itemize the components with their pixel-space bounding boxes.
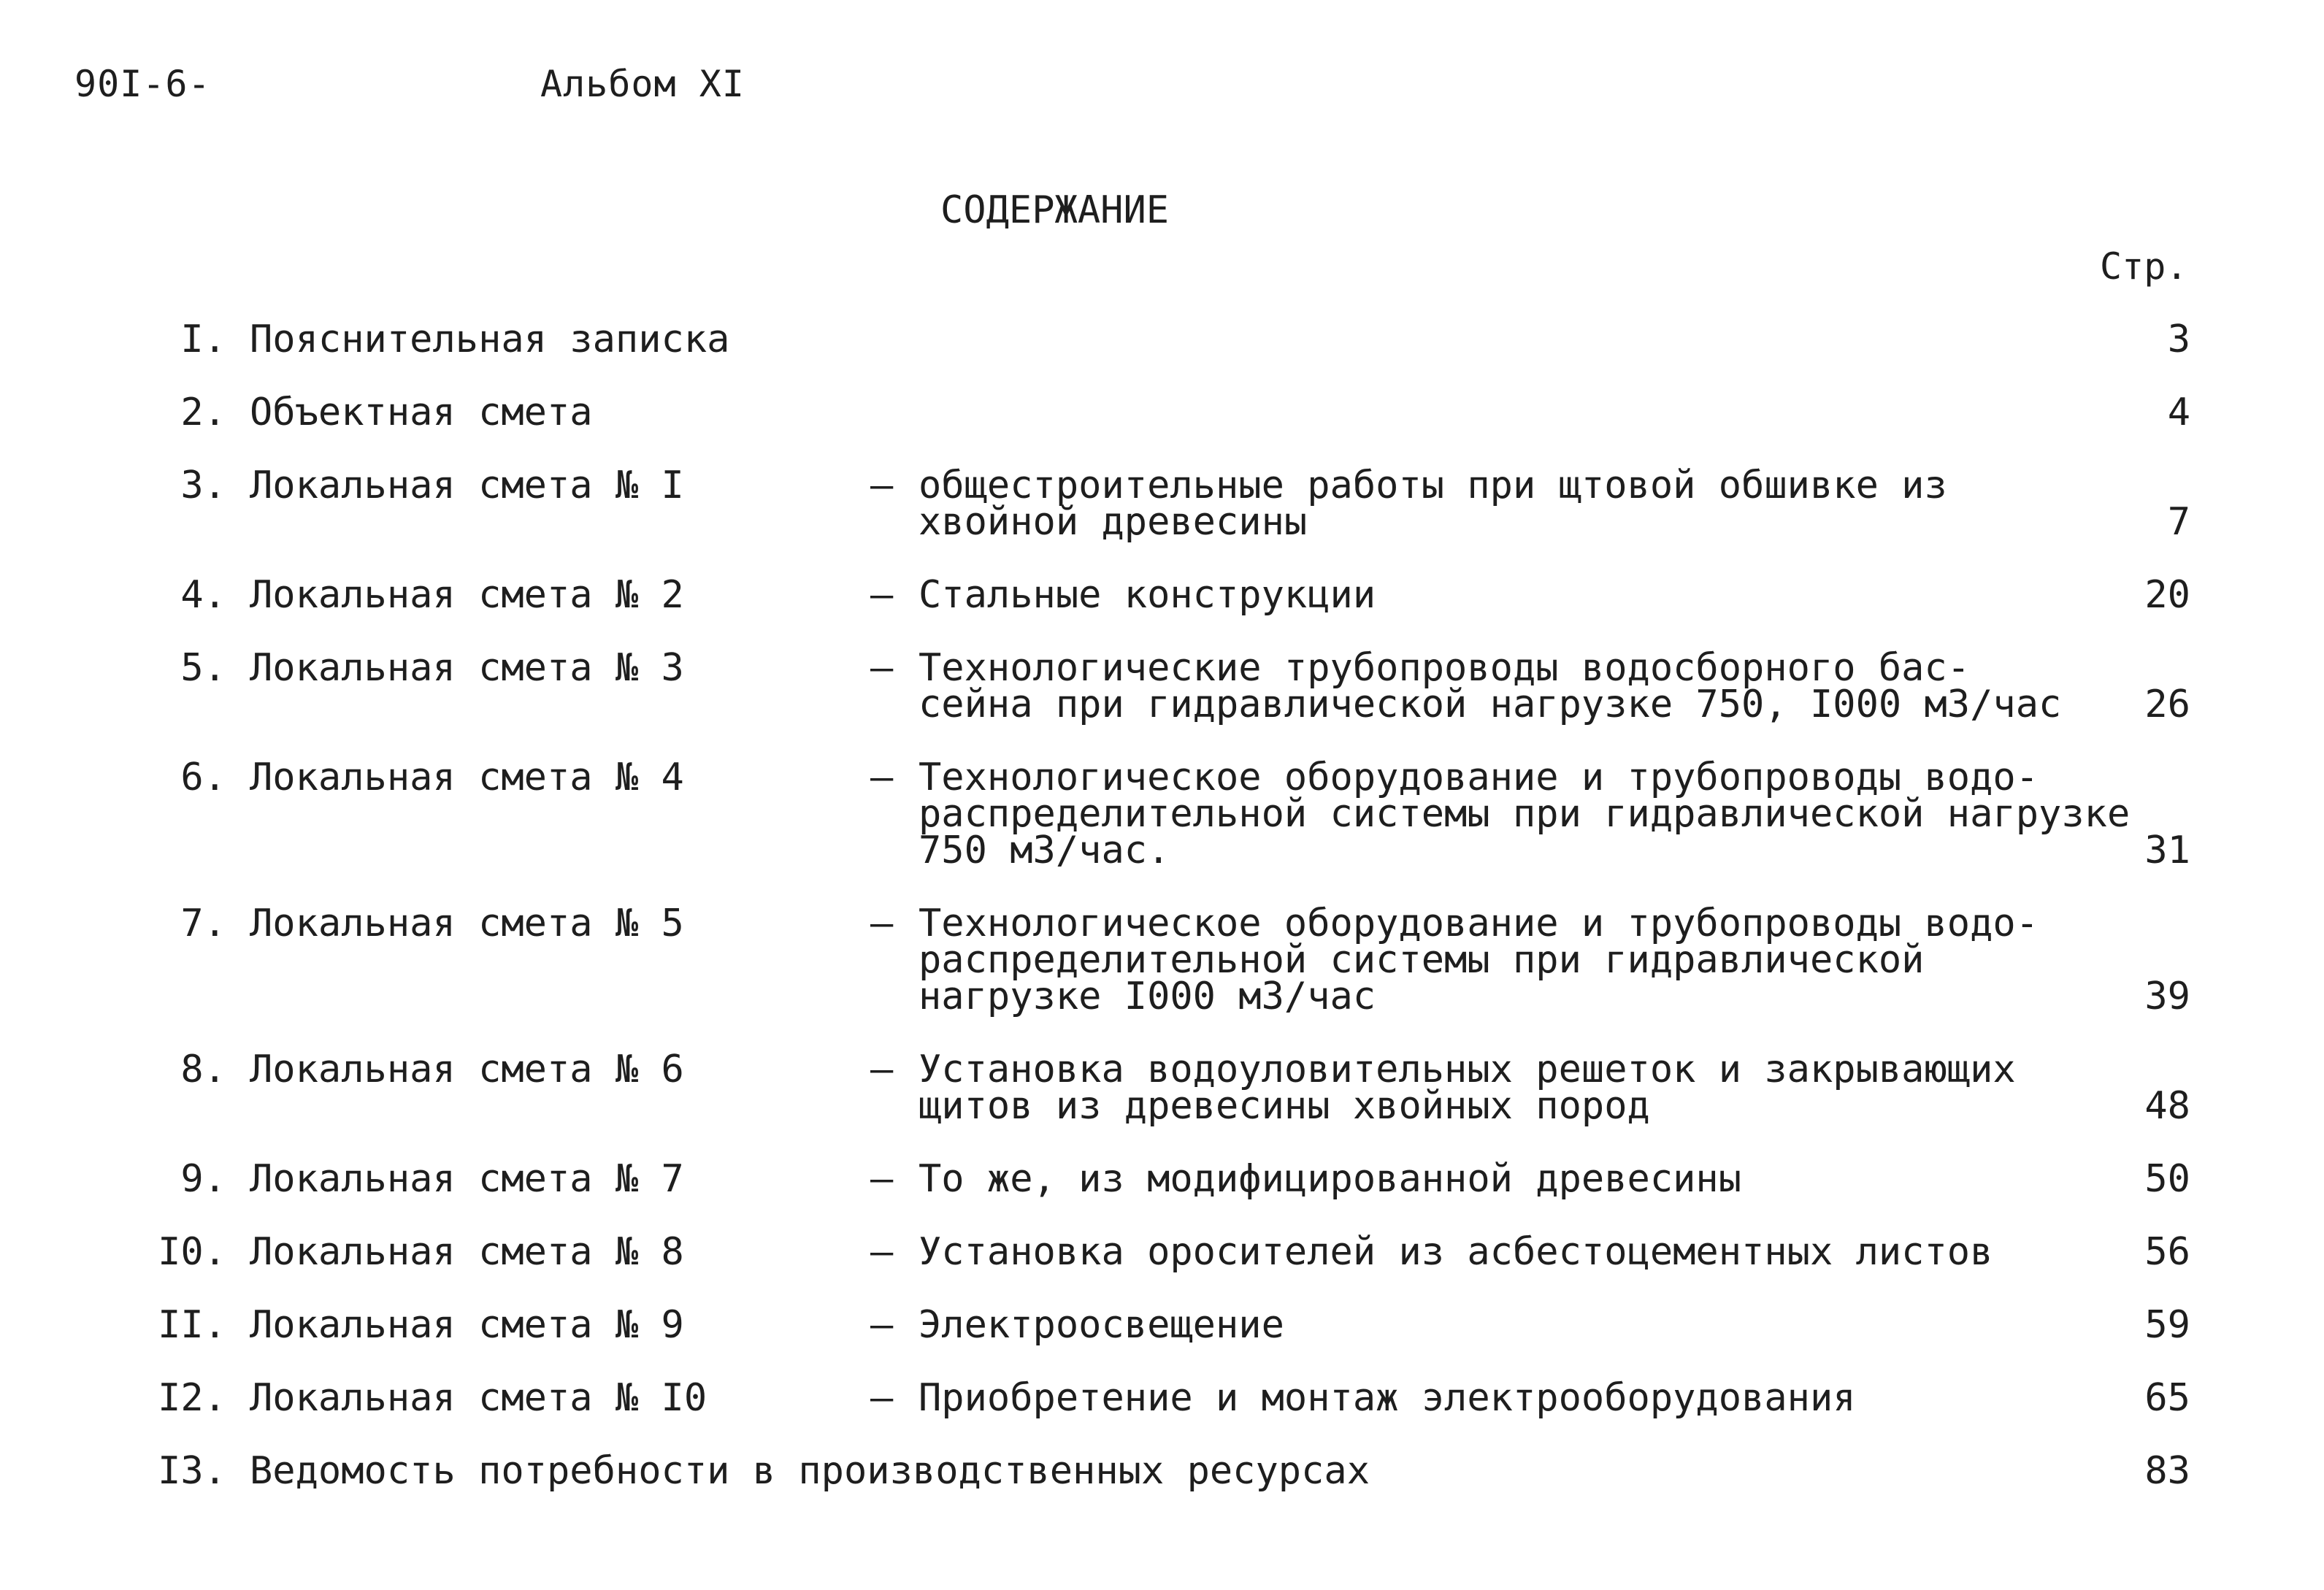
entry-title: Пояснительная записка: [250, 318, 730, 361]
entry-description-line: нагрузке I000 м3/час: [919, 975, 1376, 1018]
entry-dash: –: [870, 1376, 894, 1420]
entry-description-line: 750 м3/час.: [919, 829, 1170, 872]
entry-dash: –: [870, 1157, 894, 1201]
entry-description-line: Приобретение и монтаж электрооборудования: [919, 1376, 1856, 1420]
entry-page: 20: [2144, 573, 2190, 617]
entry-page: 39: [2144, 975, 2190, 1018]
entry-title: Локальная смета № 4: [250, 756, 684, 799]
entry-number: 8.: [180, 1048, 226, 1091]
entry-page: 50: [2144, 1157, 2190, 1201]
entry-description-line: Стальные конструкции: [919, 573, 1376, 617]
entry-page: 26: [2144, 683, 2190, 726]
entry-title: Локальная смета № 6: [250, 1048, 684, 1091]
entry-number: I2.: [158, 1376, 226, 1420]
entry-title: Локальная смета № I0: [250, 1376, 707, 1420]
entry-number: 7.: [180, 902, 226, 945]
entry-dash: –: [870, 1303, 894, 1347]
entry-number: 6.: [180, 756, 226, 799]
entry-number: 5.: [180, 646, 226, 690]
entry-number: 3.: [180, 464, 226, 507]
entry-description-line: Технологическое оборудование и трубопроводы водо-: [919, 902, 2039, 945]
page-title: СОДЕРЖАНИЕ: [940, 188, 1170, 232]
entry-number: 2.: [180, 391, 226, 434]
entry-description-line: щитов из древесины хвойных пород: [919, 1084, 1650, 1128]
album-label: Альбом XI: [540, 63, 745, 105]
entry-description-line: общестроительные работы при щтовой обшивке из: [919, 464, 1947, 507]
entry-number: I3.: [158, 1449, 226, 1493]
entry-title: Локальная смета № 8: [250, 1230, 684, 1274]
entry-number: 9.: [180, 1157, 226, 1201]
entry-dash: –: [870, 1230, 894, 1274]
entry-dash: –: [870, 573, 894, 617]
entry-description-line: распределительной системы при гидравлической нагрузке: [919, 792, 2131, 836]
entry-title: Локальная смета № 7: [250, 1157, 684, 1201]
entry-description-line: сейна при гидравлической нагрузке 750, I000 м3/час: [919, 683, 2062, 726]
entry-page: 4: [2167, 391, 2190, 434]
page-column-header: Стр.: [2100, 245, 2188, 288]
entry-description-line: Установка водоуловительных решеток и закрывающих: [919, 1048, 2016, 1091]
entry-number: II.: [158, 1303, 226, 1347]
entry-description-line: распределительной системы при гидравлической: [919, 938, 1925, 982]
entry-dash: –: [870, 464, 894, 507]
entry-page: 3: [2167, 318, 2190, 361]
entry-title: Объектная смета: [250, 391, 593, 434]
entry-title: Ведомость потребности в производственных ресурсах: [250, 1449, 1370, 1493]
entry-dash: –: [870, 1048, 894, 1091]
entry-number: 4.: [180, 573, 226, 617]
entry-page: 83: [2144, 1449, 2190, 1493]
entry-page: 48: [2144, 1084, 2190, 1128]
entry-description-line: Технологические трубопроводы водосборного бас-: [919, 646, 1971, 690]
entry-number: I0.: [158, 1230, 226, 1274]
entry-description-line: Электроосвещение: [919, 1303, 1284, 1347]
entry-page: 59: [2144, 1303, 2190, 1347]
entry-title: Локальная смета № 3: [250, 646, 684, 690]
entry-page: 31: [2144, 829, 2190, 872]
entry-page: 7: [2167, 500, 2190, 544]
entry-title: Локальная смета № I: [250, 464, 684, 507]
entry-page: 56: [2144, 1230, 2190, 1274]
entry-dash: –: [870, 902, 894, 945]
entry-title: Локальная смета № 2: [250, 573, 684, 617]
entry-title: Локальная смета № 9: [250, 1303, 684, 1347]
entry-dash: –: [870, 646, 894, 690]
entry-description-line: хвойной древесины: [919, 500, 1308, 544]
entry-title: Локальная смета № 5: [250, 902, 684, 945]
entry-dash: –: [870, 756, 894, 799]
entry-number: I.: [180, 318, 226, 361]
entry-page: 65: [2144, 1376, 2190, 1420]
entry-description-line: Технологическое оборудование и трубопроводы водо-: [919, 756, 2039, 799]
entry-description-line: Установка оросителей из асбестоцементных листов: [919, 1230, 1993, 1274]
document-code: 90I-6-: [74, 63, 211, 105]
entry-description-line: То же, из модифицированной древесины: [919, 1157, 1742, 1201]
